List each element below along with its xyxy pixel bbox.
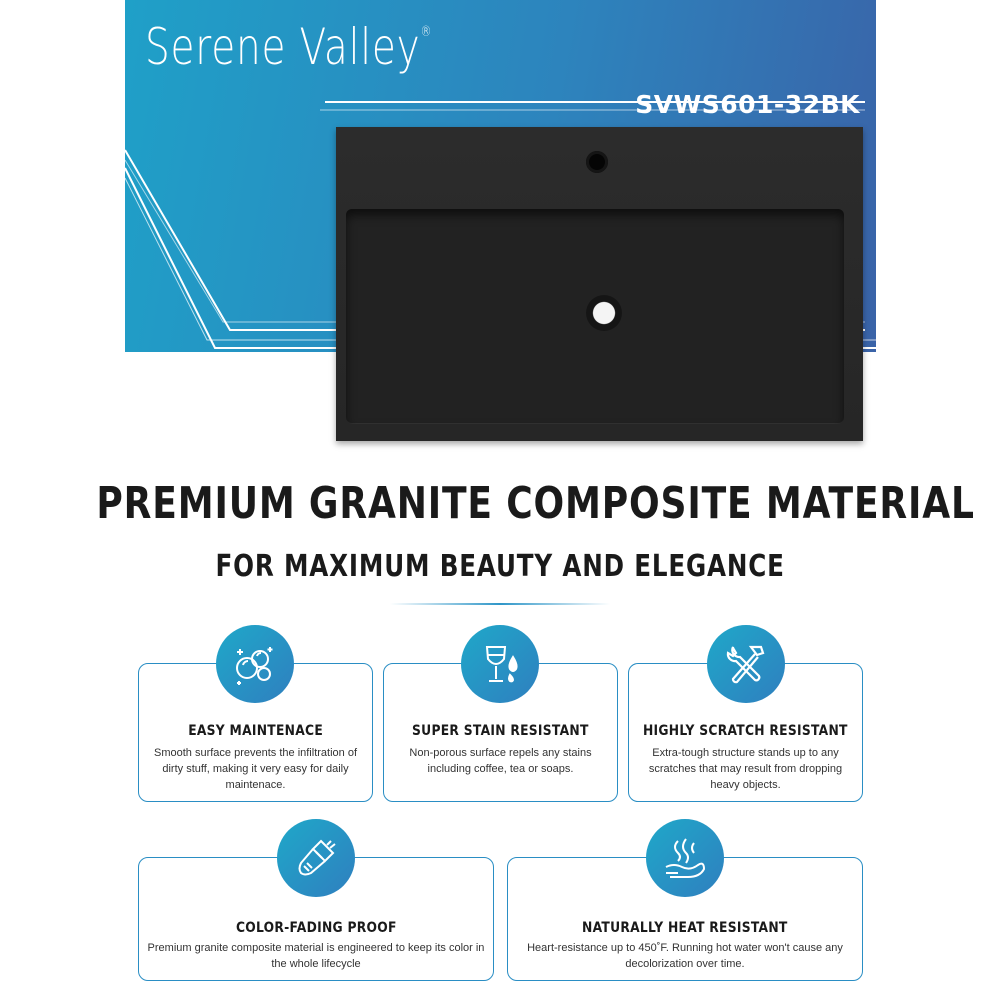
subheadline: FOR MAXIMUM BEAUTY AND ELEGANCE bbox=[215, 549, 785, 584]
model-number: SVWS601-32BK bbox=[635, 90, 860, 119]
feature-description: Non-porous surface repels any stains including coffee, tea or soaps. bbox=[409, 747, 592, 775]
feature-title: NATURALLY HEAT RESISTANT bbox=[582, 920, 788, 936]
bubbles-icon bbox=[216, 625, 294, 703]
brand-logo bbox=[145, 18, 432, 76]
faucet-hole bbox=[586, 151, 608, 173]
feature-title: COLOR-FADING PROOF bbox=[235, 920, 397, 936]
sink-product-image bbox=[336, 127, 863, 441]
wrench-hammer-icon bbox=[707, 625, 785, 703]
feature-title: HIGHLY SCRATCH RESISTANT bbox=[643, 723, 848, 739]
divider bbox=[390, 603, 610, 605]
registered-mark: ® bbox=[420, 24, 433, 40]
flame-hand-icon bbox=[646, 819, 724, 897]
feature-description: Extra-tough structure stands up to any scratches that may result from dropping heavy objects. bbox=[648, 747, 843, 791]
brand-name: Serene Valley bbox=[145, 18, 421, 76]
feature-description: Premium granite composite material is engineered to keep its color in the whole lifecycle bbox=[147, 942, 485, 970]
drain-icon bbox=[586, 295, 622, 331]
wine-glass-drop-icon bbox=[461, 625, 539, 703]
feature-description: Smooth surface prevents the infiltration of dirty stuff, making it very easy for daily maintenace. bbox=[154, 747, 357, 791]
sink-basin bbox=[346, 209, 844, 424]
feature-title: SUPER STAIN RESISTANT bbox=[412, 723, 589, 739]
feature-description: Heart-resistance up to 450˚F. Running hot water won't cause any decolorization over time. bbox=[527, 942, 843, 970]
headline: PREMIUM GRANITE COMPOSITE MATERIAL bbox=[96, 478, 975, 529]
feature-title: EASY MAINTENACE bbox=[188, 723, 323, 739]
paintbrush-icon bbox=[277, 819, 355, 897]
